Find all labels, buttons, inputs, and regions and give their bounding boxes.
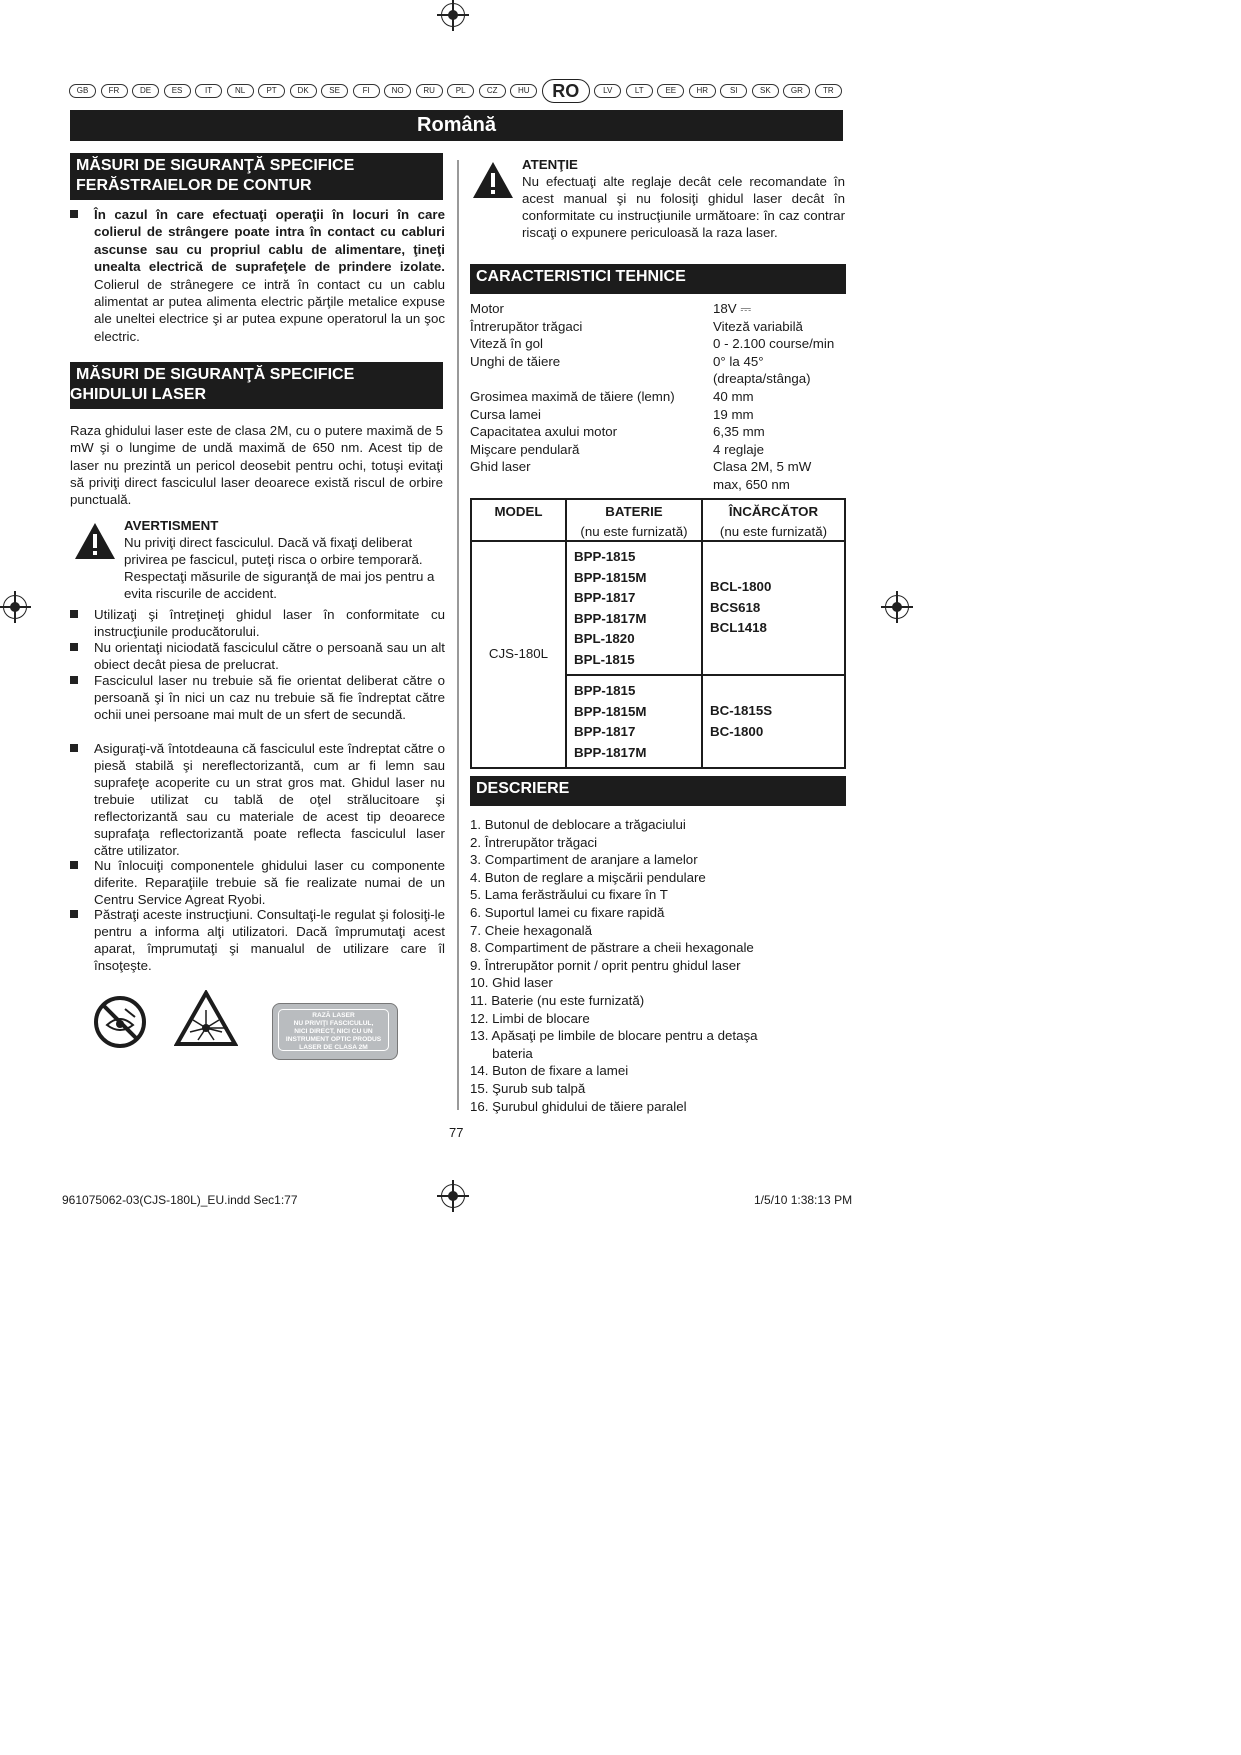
description-item: 13. Apăsaţi pe limbile de blocare pentru a detaşa bbox=[470, 1028, 758, 1044]
spec-row bbox=[470, 406, 845, 424]
table-cell-batteries bbox=[566, 541, 702, 675]
language-hu: HU bbox=[510, 84, 537, 98]
language-sk: SK bbox=[752, 84, 779, 98]
spec-label: Viteză în gol bbox=[470, 336, 543, 352]
specs-list bbox=[470, 300, 845, 494]
attention-block bbox=[470, 156, 845, 241]
spec-row bbox=[470, 353, 845, 371]
language-fi: FI bbox=[353, 84, 380, 98]
laser-label-text bbox=[278, 1009, 389, 1051]
description-item: 9. Întrerupător pornit / oprit pentru ghidul laser bbox=[470, 957, 741, 973]
no-direct-view-icon bbox=[93, 995, 147, 1049]
language-ee: EE bbox=[657, 84, 684, 98]
laser-label-line: NICI DIRECT, NICI CU UN bbox=[294, 1028, 373, 1035]
bullet-square-icon bbox=[70, 643, 78, 651]
language-pt: PT bbox=[258, 84, 285, 98]
table-cell-item: BPP-1817 bbox=[574, 590, 636, 605]
attention-title: ATENŢIE bbox=[522, 157, 578, 172]
laser-bullet-item bbox=[70, 740, 445, 859]
language-de: DE bbox=[132, 84, 159, 98]
table-cell-item: BPL-1815 bbox=[574, 651, 635, 667]
spec-label: Întrerupător trăgaci bbox=[470, 318, 583, 334]
language-it: IT bbox=[195, 84, 222, 98]
bullet-text: Utilizaţi şi întreţineţi ghidul laser în conformitate cu instrucţiunile producătorului. bbox=[94, 607, 445, 639]
table-cell-item: BPP-1815M bbox=[574, 703, 647, 719]
language-bar bbox=[69, 80, 842, 102]
language-si: SI bbox=[720, 84, 747, 98]
table-cell-item: BPP-1815 bbox=[574, 549, 636, 564]
spec-row bbox=[470, 370, 845, 388]
description-item: 3. Compartiment de aranjare a lamelor bbox=[470, 852, 698, 868]
description-item: bateria bbox=[470, 1045, 533, 1061]
bullet-text: Nu înlocuiţi componentele ghidului laser cu componente diferite. Reparaţiile trebuie să fie realizate numai de un Centru Service Agreat Ryobi. bbox=[94, 858, 445, 907]
section-title-line: GHIDULUI LASER bbox=[70, 386, 206, 403]
registration-mark-top bbox=[441, 3, 465, 27]
spec-row bbox=[470, 318, 845, 336]
spec-value: Clasa 2M, 5 mW bbox=[713, 459, 812, 475]
description-item: 15. Şurub sub talpă bbox=[470, 1080, 586, 1096]
table-cell-item: BCL1418 bbox=[710, 620, 767, 636]
warning-triangle-icon bbox=[471, 160, 515, 200]
spec-value: 6,35 mm bbox=[713, 424, 765, 440]
table-cell-item: BPP-1817 bbox=[574, 724, 636, 739]
description-item: 8. Compartiment de păstrare a cheii hexagonale bbox=[470, 940, 754, 956]
description-item: 4. Buton de reglare a mişcării pendulare bbox=[470, 869, 706, 885]
spec-label: Cursa lamei bbox=[470, 406, 541, 422]
spec-value: Viteză variabilă bbox=[713, 318, 803, 334]
spec-value: 0 - 2.100 course/min bbox=[713, 336, 835, 352]
laser-intro-paragraph: Raza ghidului laser este de clasa 2M, cu o putere maximă de 5 mW şi o lungime de undă maximă de 650 nm. Acest tip de laser nu prezintă un pericol deosebit pentru ochi, totuşi evitaţi să priviţi direct fasciculul laser deoarece există riscul de orbire punctuală. bbox=[70, 423, 443, 508]
table-cell-item: BPL-1820 bbox=[574, 631, 635, 646]
laser-label-line: RAZĂ LASER bbox=[312, 1012, 355, 1019]
bullet-hidden-cables bbox=[70, 206, 445, 345]
bullet-square-icon bbox=[70, 676, 78, 684]
warning-block bbox=[70, 517, 445, 602]
spec-value: max, 650 nm bbox=[713, 476, 790, 492]
laser-bullet-item bbox=[70, 857, 445, 908]
spec-row bbox=[470, 300, 845, 318]
spec-row bbox=[470, 388, 845, 406]
language-no: NO bbox=[384, 84, 411, 98]
language-tr: TR bbox=[815, 84, 842, 98]
warning-title: AVERTISMENT bbox=[124, 518, 219, 533]
spec-label: Mişcare pendulară bbox=[470, 441, 580, 457]
spec-value: 18V ⎓ bbox=[713, 301, 751, 316]
laser-bullet-item bbox=[70, 672, 445, 723]
language-se: SE bbox=[321, 84, 348, 98]
spec-label: Grosimea maximă de tăiere (lemn) bbox=[470, 388, 675, 404]
language-gb: GB bbox=[69, 84, 96, 98]
spec-label: Ghid laser bbox=[470, 459, 531, 475]
description-item: 7. Cheie hexagonală bbox=[470, 922, 592, 938]
table-header-charger: ÎNCĂRCĂTOR (nu este furnizată) bbox=[702, 499, 845, 541]
bullet-square-icon bbox=[70, 744, 78, 752]
language-fr: FR bbox=[101, 84, 128, 98]
spec-value: 40 mm bbox=[713, 388, 754, 404]
section-title-line: FERĂSTRAIELOR DE CONTUR bbox=[76, 177, 312, 194]
spec-row bbox=[470, 335, 845, 353]
laser-label-line: INSTRUMENT OPTIC PRODUS bbox=[285, 1036, 382, 1043]
laser-bullet-item bbox=[70, 606, 445, 640]
registration-mark-right bbox=[885, 595, 909, 619]
laser-hazard-icon bbox=[174, 990, 238, 1048]
section-title-specs: CARACTERISTICI TEHNICE bbox=[470, 264, 846, 294]
table-cell-item: BPP-1815 bbox=[574, 683, 636, 698]
footer-file-info: 961075062-03(CJS-180L)_EU.indd Sec1:77 bbox=[62, 1193, 298, 1207]
registration-mark-left bbox=[3, 595, 27, 619]
bullet-text: Nu orientaţi niciodată fasciculul către o persoană sau un alt obiect decât piesa de prelucrat. bbox=[94, 640, 445, 672]
registration-mark-bottom bbox=[441, 1184, 465, 1208]
description-item: 11. Baterie (nu este furnizată) bbox=[470, 992, 645, 1008]
spec-row bbox=[470, 458, 845, 476]
description-item: 16. Şurubul ghidului de tăiere paralel bbox=[470, 1098, 687, 1114]
attention-text: Nu efectuaţi alte reglaje decât cele recomandate în acest manual şi nu folosiţi ghidul laser decât în conformitate cu instrucţiunile următoare: în caz contrar riscaţi o expunere periculoasă la raza laser. bbox=[522, 174, 845, 240]
description-item: 14. Buton de fixare a lamei bbox=[470, 1063, 629, 1079]
laser-label-line: NU PRIVIŢI FASCICULUL, bbox=[293, 1020, 374, 1027]
table-header-model: MODEL bbox=[471, 499, 566, 541]
spec-label bbox=[470, 476, 713, 494]
table-cell-item: BCS618 bbox=[710, 599, 761, 615]
bullet-text: Păstraţi aceste instrucţiuni. Consultaţi-le regulat şi folosiţi-le pentru a informa alţi utilizatori. Dacă împrumutaţi acest aparat, împrumutaţi şi manualul de utilizare care îl însoţeşte. bbox=[94, 907, 445, 973]
warning-text: Nu priviţi direct fasciculul. Dacă vă fixaţi deliberat privirea pe fascicul, puteţi risca o orbire temporară. Respectaţi măsurile de siguranţă de mai jos pentru a evita riscurile de accident. bbox=[124, 535, 435, 601]
spec-label: Capacitatea axului motor bbox=[470, 424, 618, 440]
description-item: 10. Ghid laser bbox=[470, 975, 553, 991]
language-lt: LT bbox=[626, 84, 653, 98]
spec-value: 4 reglaje bbox=[713, 441, 765, 457]
laser-class-label bbox=[272, 1003, 398, 1060]
spec-value: 0° la 45° bbox=[713, 353, 764, 369]
spec-value: 19 mm bbox=[713, 406, 754, 422]
language-hr: HR bbox=[689, 84, 716, 98]
description-list bbox=[470, 816, 845, 1115]
bullet-square-icon bbox=[70, 861, 78, 869]
description-item: 5. Lama ferăstrăului cu fixare în T bbox=[470, 887, 668, 903]
column-divider bbox=[457, 160, 459, 1110]
table-cell-item: BPP-1817M bbox=[574, 744, 647, 760]
description-item: 6. Suportul lamei cu fixare rapidă bbox=[470, 904, 665, 920]
table-cell-item: BPP-1815M bbox=[574, 569, 647, 585]
table-cell-chargers bbox=[702, 541, 845, 675]
language-gr: GR bbox=[783, 84, 810, 98]
bullet-text: Fasciculul laser nu trebuie să fie orientat deliberat către o persoană şi în nici un caz nu trebuie să fie îndreptat către ochii unei persoane mai mult de un sfert de secundă. bbox=[94, 673, 445, 722]
laser-bullet-item bbox=[70, 906, 445, 974]
table-cell-item: BC-1800 bbox=[710, 723, 764, 739]
spec-row bbox=[470, 441, 845, 459]
language-lv: LV bbox=[594, 84, 621, 98]
section-title-line: MĂSURI DE SIGURANŢĂ SPECIFICE bbox=[76, 157, 355, 174]
language-dk: DK bbox=[290, 84, 317, 98]
language-es: ES bbox=[164, 84, 191, 98]
language-ro: RO bbox=[542, 79, 590, 103]
spec-row bbox=[470, 476, 845, 494]
battery-charger-table bbox=[470, 498, 846, 769]
bullet-square-icon bbox=[70, 610, 78, 618]
section-title-laser-guide bbox=[70, 362, 443, 409]
spec-label: Unghi de tăiere bbox=[470, 353, 561, 369]
table-cell-item: BC-1815S bbox=[710, 703, 773, 718]
warning-triangle-icon bbox=[73, 521, 117, 561]
language-cz: CZ bbox=[479, 84, 506, 98]
language-pl: PL bbox=[447, 84, 474, 98]
table-cell-chargers bbox=[702, 675, 845, 768]
language-nl: NL bbox=[227, 84, 254, 98]
description-item: 1. Butonul de deblocare a trăgaciului bbox=[470, 817, 686, 832]
language-ru: RU bbox=[416, 84, 443, 98]
bullet-text: Colierul de strânegere ce intră în contact cu un cablu alimentat ar putea alimenta electric părţile metalice expuse ale uneltei electrice şi ar putea expune operatorul la un şoc electric. bbox=[94, 276, 445, 344]
bullet-square-icon bbox=[70, 910, 78, 918]
page-number: 77 bbox=[449, 1125, 464, 1140]
laser-bullet-item bbox=[70, 639, 445, 673]
table-cell-model: CJS-180L bbox=[471, 541, 566, 768]
section-title-line: MĂSURI DE SIGURANŢĂ SPECIFICE bbox=[76, 366, 355, 383]
bullet-text: Asiguraţi-vă întotdeauna că fasciculul este îndreptat către o piesă stabilă şi nereflectorizantă, cum ar fi lemn sau suprafeţe acoperite cu un strat gros mat. Ghidul laser nu trebuie utilizat cu tablă de oţel strălucitoare şi reflectorizantă sau cu materiale de acest tip deoarece suprafaţa reflectorizantă poate reflecta fasciculul laser către utilizator. bbox=[94, 741, 445, 858]
section-title-contour-saws bbox=[70, 153, 443, 200]
spec-label bbox=[470, 370, 713, 388]
bullet-bold-text: În cazul în care efectuaţi operaţii în locuri în care colierul de strângere poate intra în contact cu cabluri ascunse sau cu propriul cablu de alimentare, ţineţi unealta electrică de suprafeţele de prindere izolate. bbox=[94, 207, 445, 275]
footer-timestamp: 1/5/10 1:38:13 PM bbox=[754, 1193, 853, 1207]
description-item: 12. Limbi de blocare bbox=[470, 1010, 590, 1026]
spec-row bbox=[470, 423, 845, 441]
language-banner: Română bbox=[70, 110, 843, 141]
section-title-description: DESCRIERE bbox=[470, 776, 846, 806]
table-cell-batteries bbox=[566, 675, 702, 768]
spec-value: (dreapta/stânga) bbox=[713, 371, 811, 387]
table-cell-item: BCL-1800 bbox=[710, 579, 772, 595]
table-header-battery: BATERIE (nu este furnizată) bbox=[566, 499, 702, 541]
spec-label: Motor bbox=[470, 301, 504, 316]
bullet-square-icon bbox=[70, 210, 78, 218]
laser-label-line: LASER DE CLASA 2M bbox=[299, 1044, 368, 1051]
description-item: 2. Întrerupător trăgaci bbox=[470, 834, 598, 850]
table-cell-item: BPP-1817M bbox=[574, 610, 647, 626]
